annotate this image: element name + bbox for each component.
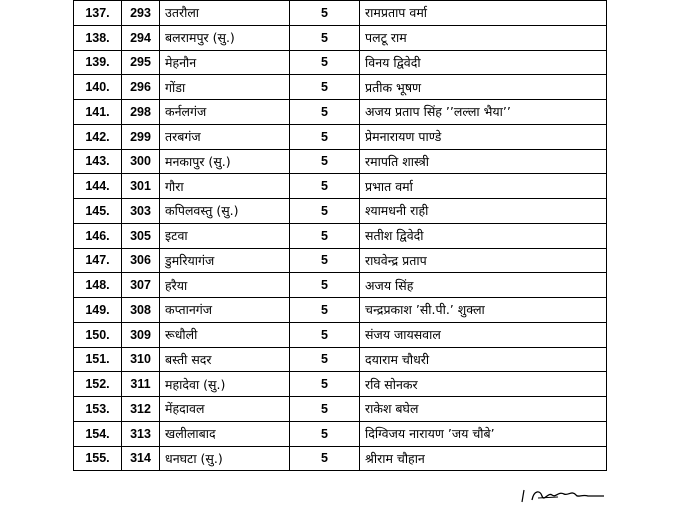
constituency-code-cell: 300 xyxy=(122,149,160,174)
constituency-code-cell: 294 xyxy=(122,25,160,50)
serial-number-cell: 144. xyxy=(74,174,122,199)
phase-cell: 5 xyxy=(290,273,360,298)
serial-number-cell: 140. xyxy=(74,75,122,100)
phase-cell: 5 xyxy=(290,1,360,26)
constituency-code-cell: 307 xyxy=(122,273,160,298)
constituency-code-cell: 293 xyxy=(122,1,160,26)
table-row xyxy=(74,421,607,446)
constituency-code-cell: 303 xyxy=(122,199,160,224)
constituency-name-cell: कप्तानगंज xyxy=(160,298,290,323)
constituency-code-cell: 306 xyxy=(122,248,160,273)
serial-number-cell: 151. xyxy=(74,347,122,372)
candidate-list-table xyxy=(73,0,607,471)
serial-number-cell: 137. xyxy=(74,1,122,26)
table-row xyxy=(74,1,607,26)
serial-number-cell: 143. xyxy=(74,149,122,174)
constituency-name-cell: रूधौली xyxy=(160,322,290,347)
constituency-name-cell: कपिलवस्तु (सु.) xyxy=(160,199,290,224)
constituency-name-cell: तरबगंज xyxy=(160,124,290,149)
phase-cell: 5 xyxy=(290,149,360,174)
candidate-name-cell: विनय द्विवेदी xyxy=(360,50,607,75)
candidate-name-cell: प्रेमनारायण पाण्डे xyxy=(360,124,607,149)
constituency-name-cell: धनघटा (सु.) xyxy=(160,446,290,471)
candidate-name-cell: राकेश बघेल xyxy=(360,397,607,422)
candidate-name-cell: प्रभात वर्मा xyxy=(360,174,607,199)
candidate-name-cell: चन्द्रप्रकाश ’सी.पी.’ शुक्ला xyxy=(360,298,607,323)
constituency-code-cell: 309 xyxy=(122,322,160,347)
constituency-name-cell: गोंडा xyxy=(160,75,290,100)
table-row xyxy=(74,100,607,125)
serial-number-cell: 141. xyxy=(74,100,122,125)
phase-cell: 5 xyxy=(290,100,360,125)
constituency-code-cell: 312 xyxy=(122,397,160,422)
table-row xyxy=(74,25,607,50)
table-row xyxy=(74,446,607,471)
constituency-name-cell: बस्ती सदर xyxy=(160,347,290,372)
constituency-name-cell: हरैया xyxy=(160,273,290,298)
constituency-code-cell: 313 xyxy=(122,421,160,446)
candidate-name-cell: प्रतीक भूषण xyxy=(360,75,607,100)
signature-icon xyxy=(518,486,608,505)
table-row xyxy=(74,174,607,199)
phase-cell: 5 xyxy=(290,25,360,50)
candidate-name-cell: श्रीराम चौहान xyxy=(360,446,607,471)
table-row xyxy=(74,124,607,149)
phase-cell: 5 xyxy=(290,372,360,397)
phase-cell: 5 xyxy=(290,50,360,75)
candidate-name-cell: राघवेन्द्र प्रताप xyxy=(360,248,607,273)
candidate-name-cell: संजय जायसवाल xyxy=(360,322,607,347)
table-row xyxy=(74,50,607,75)
serial-number-cell: 155. xyxy=(74,446,122,471)
constituency-name-cell: खलीलाबाद xyxy=(160,421,290,446)
candidate-name-cell: सतीश द्विवेदी xyxy=(360,223,607,248)
phase-cell: 5 xyxy=(290,322,360,347)
table-row xyxy=(74,248,607,273)
constituency-name-cell: गौरा xyxy=(160,174,290,199)
constituency-name-cell: कर्नलगंज xyxy=(160,100,290,125)
serial-number-cell: 145. xyxy=(74,199,122,224)
candidate-name-cell: श्यामधनी राही xyxy=(360,199,607,224)
table-row xyxy=(74,298,607,323)
serial-number-cell: 146. xyxy=(74,223,122,248)
phase-cell: 5 xyxy=(290,124,360,149)
table-row xyxy=(74,223,607,248)
candidate-name-cell: पलटू राम xyxy=(360,25,607,50)
constituency-name-cell: महादेवा (सु.) xyxy=(160,372,290,397)
constituency-code-cell: 310 xyxy=(122,347,160,372)
candidate-name-cell: रमापति शास्त्री xyxy=(360,149,607,174)
phase-cell: 5 xyxy=(290,347,360,372)
constituency-code-cell: 308 xyxy=(122,298,160,323)
table-row xyxy=(74,273,607,298)
serial-number-cell: 154. xyxy=(74,421,122,446)
serial-number-cell: 139. xyxy=(74,50,122,75)
serial-number-cell: 153. xyxy=(74,397,122,422)
constituency-name-cell: उतरौला xyxy=(160,1,290,26)
candidate-name-cell: रामप्रताप वर्मा xyxy=(360,1,607,26)
constituency-code-cell: 301 xyxy=(122,174,160,199)
phase-cell: 5 xyxy=(290,298,360,323)
serial-number-cell: 142. xyxy=(74,124,122,149)
phase-cell: 5 xyxy=(290,75,360,100)
phase-cell: 5 xyxy=(290,199,360,224)
constituency-code-cell: 311 xyxy=(122,372,160,397)
serial-number-cell: 138. xyxy=(74,25,122,50)
constituency-name-cell: डुमरियागंज xyxy=(160,248,290,273)
candidate-name-cell: दिग्विजय नारायण ’जय चौबे’ xyxy=(360,421,607,446)
phase-cell: 5 xyxy=(290,174,360,199)
constituency-name-cell: मनकापुर (सु.) xyxy=(160,149,290,174)
candidate-name-cell: अजय सिंह xyxy=(360,273,607,298)
constituency-code-cell: 314 xyxy=(122,446,160,471)
serial-number-cell: 147. xyxy=(74,248,122,273)
constituency-code-cell: 298 xyxy=(122,100,160,125)
candidate-name-cell: दयाराम चौधरी xyxy=(360,347,607,372)
phase-cell: 5 xyxy=(290,446,360,471)
constituency-name-cell: मेहनौन xyxy=(160,50,290,75)
table-row xyxy=(74,149,607,174)
table-row xyxy=(74,199,607,224)
constituency-name-cell: बलरामपुर (सु.) xyxy=(160,25,290,50)
constituency-code-cell: 299 xyxy=(122,124,160,149)
table-row xyxy=(74,347,607,372)
serial-number-cell: 149. xyxy=(74,298,122,323)
constituency-code-cell: 295 xyxy=(122,50,160,75)
table-row xyxy=(74,75,607,100)
constituency-code-cell: 305 xyxy=(122,223,160,248)
serial-number-cell: 150. xyxy=(74,322,122,347)
serial-number-cell: 152. xyxy=(74,372,122,397)
constituency-name-cell: इटवा xyxy=(160,223,290,248)
table-body xyxy=(74,1,607,471)
candidate-name-cell: अजय प्रताप सिंह ’’लल्ला भैया’’ xyxy=(360,100,607,125)
table-row xyxy=(74,322,607,347)
phase-cell: 5 xyxy=(290,421,360,446)
serial-number-cell: 148. xyxy=(74,273,122,298)
phase-cell: 5 xyxy=(290,223,360,248)
phase-cell: 5 xyxy=(290,397,360,422)
table-row xyxy=(74,397,607,422)
constituency-code-cell: 296 xyxy=(122,75,160,100)
table-row xyxy=(74,372,607,397)
constituency-name-cell: मेंहदावल xyxy=(160,397,290,422)
candidate-name-cell: रवि सोनकर xyxy=(360,372,607,397)
phase-cell: 5 xyxy=(290,248,360,273)
